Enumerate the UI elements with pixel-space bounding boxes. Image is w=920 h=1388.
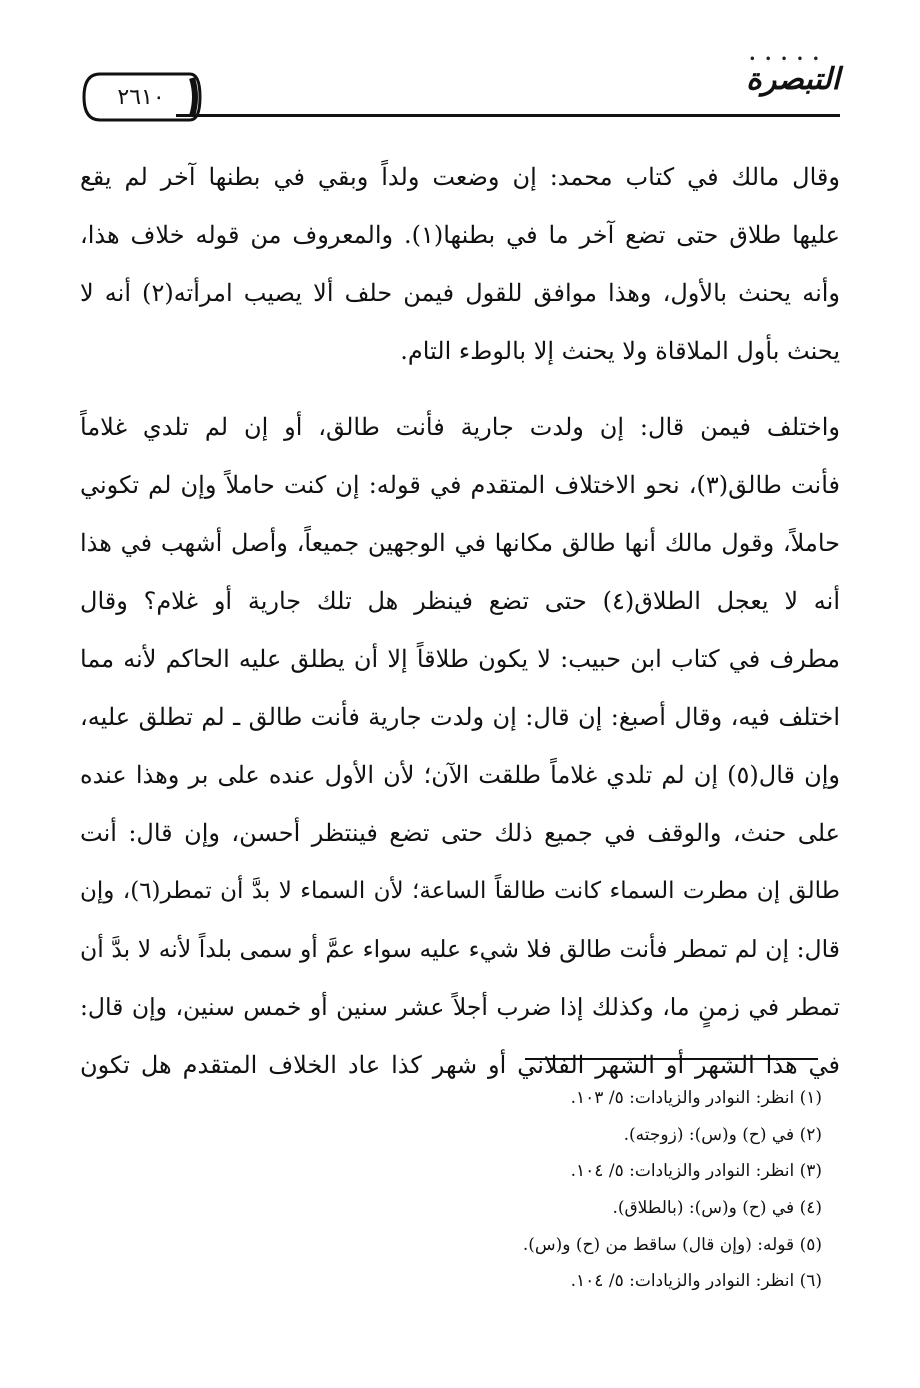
text-line: مطرف في كتاب ابن حبيب: لا يكون طلاقاً إلا أن يطلق عليه الحاكم لأنه مما [80,645,840,673]
book-title: التبصرة [746,62,840,97]
footnotes [300,1080,822,1300]
header-rule [176,114,840,117]
paragraph-gap [80,380,840,398]
text-line: طالق إن مطرت السماء كانت طالقاً الساعة؛ لأن السماء لا بدَّ أن تمطر(٦)، وإن [80,878,840,904]
main-text [80,148,840,1094]
text-line: اختلف فيه، وقال أصبغ: إن قال: إن ولدت جارية فأنت طالق ـ لم تطلق عليه، [80,703,840,731]
footnote: (١) انظر: النوادر والزيادات: ٥/ ١٠٣. [570,1088,822,1108]
text-line: تمطر في زمنٍ ما، وكذلك إذا ضرب أجلاً عشر سنين أو خمس سنين، وإن قال: [80,993,840,1021]
text-line: عليها طلاق حتى تضع آخر ما في بطنها(١). والمعروف من قوله خلاف هذا، [80,221,840,249]
page-header [80,54,840,134]
text-line: وأنه يحنث بالأول، وهذا موافق للقول فيمن حلف ألا يصيب امرأته(٢) أنه لا [80,279,840,307]
text-line: في هذا الشهر أو الشهر الفلاني أو شهر كذا عاد الخلاف المتقدم هل تكون [80,1051,840,1079]
text-line: فأنت طالق(٣)، نحو الاختلاف المتقدم في قوله: إن كنت حاملاً وإن لم تكوني [80,471,840,499]
footnote-separator [525,1058,818,1060]
footnote: (٢) في (ح) و(س): (زوجته). [623,1124,822,1145]
text-line: حاملاً، وقول مالك أنها طالق مكانها في الوجهين جميعاً، وأصل أشهب في هذا [80,529,840,557]
text-line: على حنث، والوقف في جميع ذلك حتى تضع فينتظر أحسن، وإن قال: أنت [80,819,840,847]
text-line: يحنث بأول الملاقاة ولا يحنث إلا بالوطء التام. [400,337,840,365]
running-title [746,54,840,112]
text-line: وإن قال(٥) إن لم تلدي غلاماً طلقت الآن؛ لأن الأول عنده على بر وهذا عنده [80,761,840,789]
text-line: أنه لا يعجل الطلاق(٤) حتى تضع فينظر هل تلك جارية أو غلام؟ وقال [80,587,840,615]
page-number: ٢٦١٠ [117,84,165,110]
text-line: وقال مالك في كتاب محمد: إن وضعت ولداً وبقي في بطنها آخر لم يقع [80,163,840,191]
footnote: (٥) قوله: (وإن قال) ساقط من (ح) و(س). [522,1234,822,1255]
footnote: (٦) انظر: النوادر والزيادات: ٥/ ١٠٤. [570,1271,822,1292]
footnote: (٣) انظر: النوادر والزيادات: ٥/ ١٠٤. [570,1161,822,1182]
title-ornament: • • • • • [749,54,822,65]
text-line: واختلف فيمن قال: إن ولدت جارية فأنت طالق، أو إن لم تلدي غلاماً [80,413,840,441]
text-line: قال: إن لم تمطر فأنت طالق فلا شيء عليه سواء عمَّ أو سمى بلداً لأنه لا بدَّ أن [80,935,840,963]
footnote: (٤) في (ح) و(س): (بالطلاق). [612,1198,822,1219]
